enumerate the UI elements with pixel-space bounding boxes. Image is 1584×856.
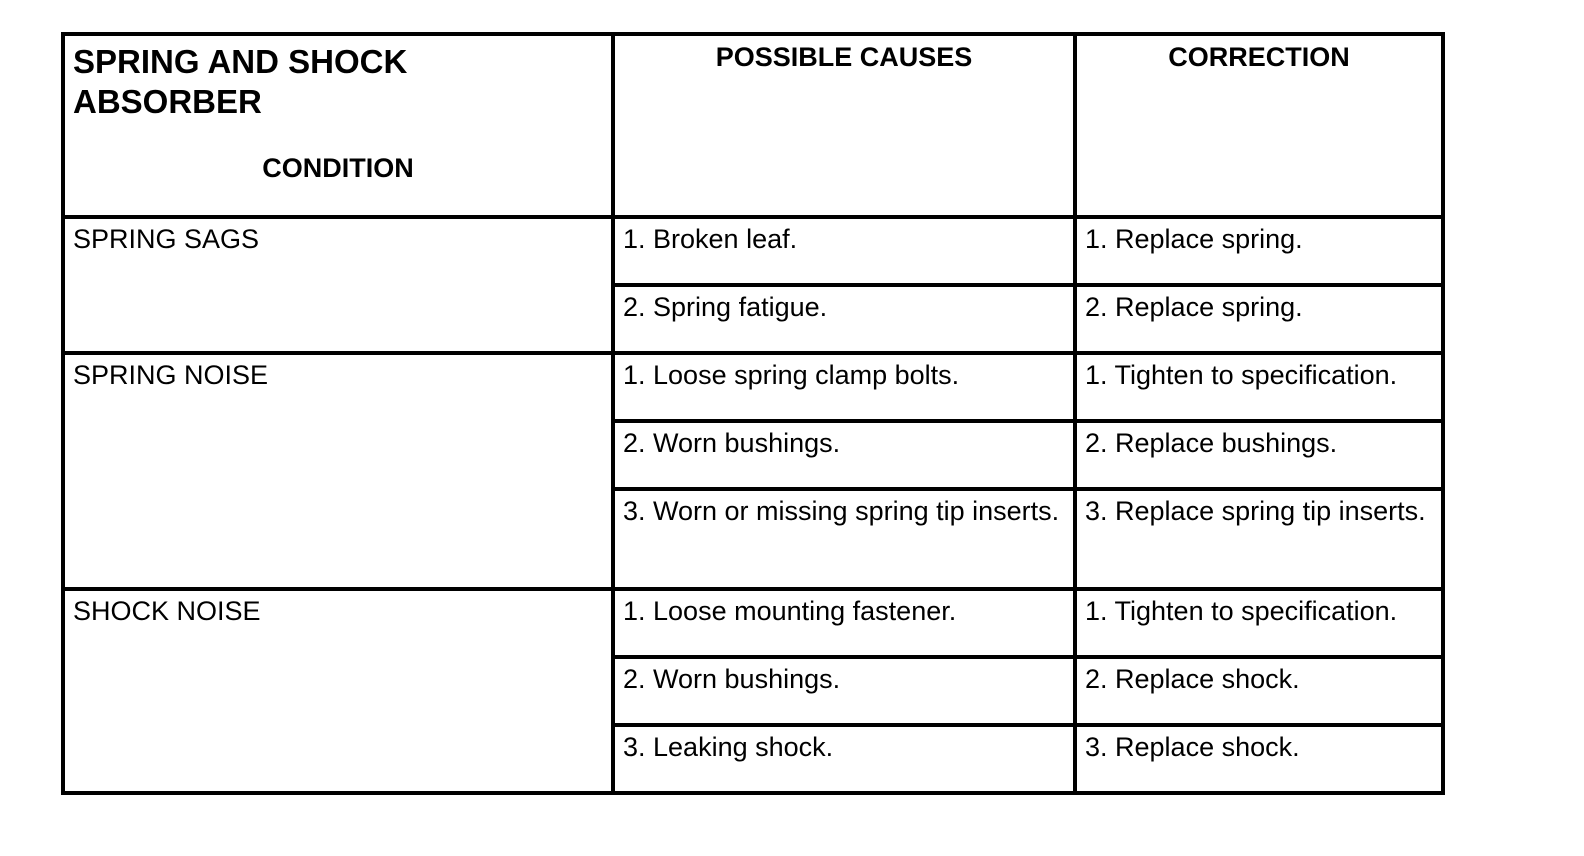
correction-cell: 2. Replace spring. [1075,285,1443,353]
condition-header-cell [63,34,613,217]
condition-cell: SPRING SAGS [63,217,613,353]
cause-cell: 1. Loose spring clamp bolts. [613,353,1075,421]
diagnosis-table [61,32,1445,795]
condition-column-header: CONDITION [262,153,414,183]
cause-cell: 2. Spring fatigue. [613,285,1075,353]
condition-cell: SHOCK NOISE [63,589,613,793]
cause-cell: 3. Worn or missing spring tip inserts. [613,489,1075,589]
correction-cell: 3. Replace shock. [1075,725,1443,793]
possible-causes-column-header: POSSIBLE CAUSES [715,42,973,72]
cause-cell: 3. Leaking shock. [613,725,1075,793]
table-title-line2: ABSORBER [73,83,262,120]
correction-cell: 1. Tighten to specification. [1075,589,1443,657]
cause-cell: 2. Worn bushings. [613,657,1075,725]
correction-cell: 1. Tighten to specification. [1075,353,1443,421]
possible-causes-header-cell [613,34,1075,217]
correction-column-header: CORRECTION [1168,42,1350,72]
condition-cell: SPRING NOISE [63,353,613,589]
cause-cell: 1. Loose mounting fastener. [613,589,1075,657]
correction-cell: 2. Replace shock. [1075,657,1443,725]
correction-header-cell [1075,34,1443,217]
cause-cell: 2. Worn bushings. [613,421,1075,489]
correction-cell: 3. Replace spring tip inserts. [1075,489,1443,589]
cause-cell: 1. Broken leaf. [613,217,1075,285]
table-title [73,40,603,122]
table-row [63,217,1443,285]
correction-cell: 1. Replace spring. [1075,217,1443,285]
table-header-row [63,34,1443,217]
table-row [63,589,1443,657]
correction-cell: 2. Replace bushings. [1075,421,1443,489]
table-row [63,353,1443,421]
table-title-line1: SPRING AND SHOCK [73,43,408,80]
